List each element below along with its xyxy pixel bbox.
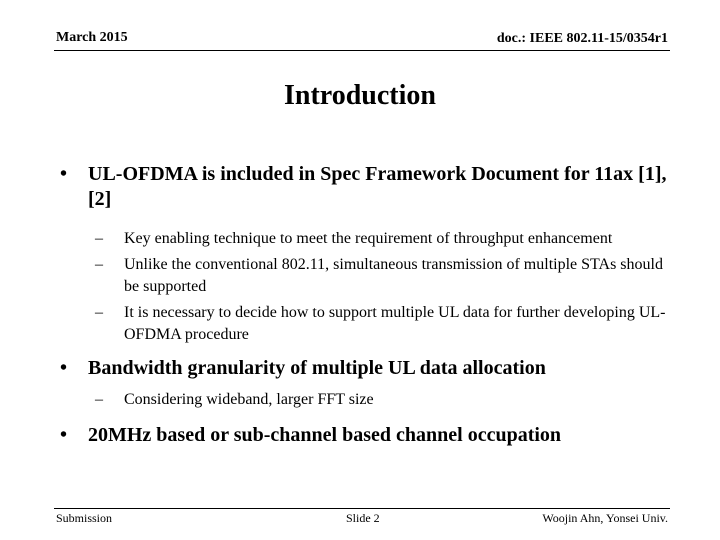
bullet-icon: • [60, 163, 68, 185]
header-divider [54, 50, 670, 51]
bullet-item [60, 356, 680, 381]
dash-icon: – [95, 304, 103, 321]
bullet-icon: • [60, 357, 68, 379]
slide-body [60, 162, 680, 448]
sub-bullet-item [60, 228, 680, 250]
sub-bullet-item [60, 302, 680, 346]
bullet-text: UL-OFDMA is included in Spec Framework Document for 11ax [1],[2] [88, 163, 667, 210]
bullet-text: 20MHz based or sub-channel based channel occupation [88, 424, 562, 446]
footer-divider [54, 508, 670, 509]
sub-bullet-text: Considering wideband, larger FFT size [124, 391, 374, 408]
bullet-icon: • [60, 424, 68, 446]
sub-bullet-text: Key enabling technique to meet the requirement of throughput enhancement [124, 230, 613, 247]
header-date: March 2015 [56, 30, 128, 45]
dash-icon: – [95, 256, 103, 273]
dash-icon: – [95, 230, 103, 247]
footer-submission: Submission [56, 511, 113, 525]
header-doc-id: doc.: IEEE 802.11-15/0354r1 [496, 31, 668, 46]
slide-title: Introduction [284, 80, 436, 111]
sub-bullet-text: Unlike the conventional 802.11, simultaneous transmission of multiple STAs should be supported [124, 256, 663, 295]
footer-slide-number: Slide 2 [346, 511, 380, 525]
sub-bullet-text: It is necessary to decide how to support multiple UL data for further developing UL-OFDMA procedure [124, 304, 666, 343]
bullet-item [60, 423, 680, 448]
footer-author: Woojin Ahn, Yonsei Univ. [542, 511, 668, 525]
dash-icon: – [95, 391, 103, 408]
bullet-text: Bandwidth granularity of multiple UL data allocation [88, 357, 546, 379]
bullet-item [60, 162, 680, 212]
sub-bullet-item [60, 254, 680, 298]
sub-bullet-item [60, 389, 680, 411]
